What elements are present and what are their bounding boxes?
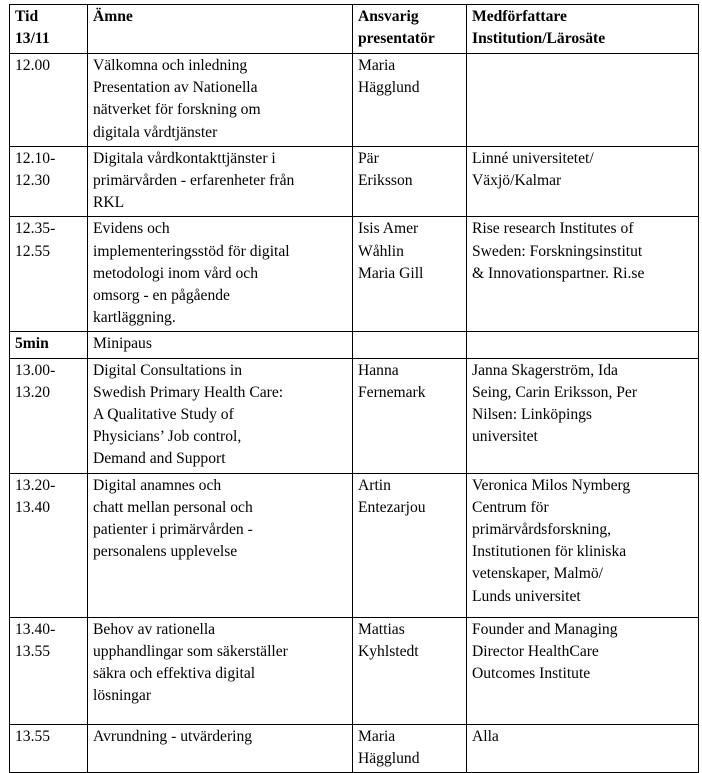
header-row (10, 5, 699, 54)
cell-line: Entezarjou (358, 498, 426, 516)
cell-line: Hägglund (358, 749, 420, 767)
cell-line: Linné universitetet/ (472, 149, 594, 167)
cell-line: A Qualitative Study of (93, 406, 234, 424)
table-row (10, 332, 699, 358)
cell-line: 12.35- (15, 220, 56, 238)
topic-cell (88, 54, 353, 147)
time-cell (10, 617, 88, 724)
cell-line: patienter i primärvården - (93, 521, 253, 539)
cell-line: Centrum för (472, 498, 549, 516)
cell-line: 13.55 (15, 642, 51, 660)
presenter-cell (353, 332, 467, 358)
coauthors-cell (467, 146, 699, 217)
cell-line: Maria Gill (358, 264, 424, 282)
time-cell (10, 54, 88, 147)
cell-line: Maria (358, 727, 396, 745)
cell-line: Swedish Primary Health Care: (93, 383, 284, 401)
presenter-cell (353, 358, 467, 473)
cell-line: Digital Consultations in (93, 361, 243, 379)
coauthors-cell (467, 617, 699, 724)
coauthors-cell (467, 54, 699, 147)
time-cell (10, 358, 88, 473)
header-line: 13/11 (15, 30, 50, 48)
cell-line: Wåhlin (358, 242, 404, 260)
cell-line: Founder and Managing (472, 620, 618, 638)
presenter-cell (353, 617, 467, 724)
cell-line: Pär (358, 149, 379, 167)
schedule-body (10, 54, 699, 773)
cell-line: 12.55 (15, 242, 51, 260)
cell-line: upphandlingar som säkerställer (93, 642, 288, 660)
topic-cell (88, 217, 353, 332)
cell-line: Nilsen: Linköpings (472, 406, 592, 424)
cell-line: Digitala vårdkontakttjänster i (93, 149, 276, 167)
cell-line: 13.55 (15, 727, 51, 745)
topic-cell (88, 617, 353, 724)
cell-line: Artin (358, 476, 391, 494)
cell-line: metodologi inom vård och (93, 264, 259, 282)
header-presenter (353, 5, 467, 54)
topic-cell (88, 146, 353, 217)
cell-line: personalens upplevelse (93, 543, 238, 561)
table-row (10, 617, 699, 724)
cell-line: 12.30 (15, 172, 51, 190)
table-row (10, 473, 699, 617)
presenter-cell (353, 146, 467, 217)
cell-line: 13.00- (15, 361, 56, 379)
cell-line: Välkomna och inledning (93, 57, 248, 74)
presenter-cell (353, 54, 467, 147)
cell-line: 13.20 (15, 383, 51, 401)
coauthors-cell (467, 724, 699, 772)
cell-line: 13.40- (15, 620, 56, 638)
time-cell (10, 332, 88, 358)
header-line: Medförfattare (472, 8, 567, 25)
cell-line: 13.20- (15, 476, 56, 494)
cell-line: Isis Amer (358, 220, 419, 238)
header-line: Tid (15, 8, 39, 25)
header-line: Ansvarig (358, 8, 419, 25)
presenter-cell (353, 473, 467, 617)
topic-cell (88, 358, 353, 473)
cell-line: säkra och effektiva digital (93, 665, 256, 683)
header-coauthors (467, 5, 699, 54)
cell-line: Veronica Milos Nymberg (472, 476, 631, 494)
coauthors-cell (467, 332, 699, 358)
header-line: presentatör (358, 30, 435, 48)
cell-line: Fernemark (358, 383, 426, 401)
cell-line: Alla (472, 727, 499, 745)
schedule-table (9, 4, 699, 773)
topic-cell (88, 724, 353, 772)
header-topic (88, 5, 353, 54)
cell-line: 13.40 (15, 498, 51, 516)
cell-line: Janna Skagerström, Ida (472, 361, 618, 379)
presenter-cell (353, 724, 467, 772)
time-cell (10, 146, 88, 217)
topic-cell (88, 473, 353, 617)
cell-line: Hägglund (358, 79, 420, 97)
cell-line: Physicians’ Job control, (93, 428, 242, 446)
header-time (10, 5, 88, 54)
cell-line: Evidens och (93, 220, 170, 238)
table-row (10, 217, 699, 332)
document-page (9, 4, 699, 773)
header-line: Ämne (93, 8, 133, 25)
time-cell (10, 724, 88, 772)
topic-cell (88, 332, 353, 358)
table-row (10, 146, 699, 217)
cell-line: vetenskaper, Malmö/ (472, 565, 604, 583)
cell-line: 12.00 (15, 57, 51, 74)
cell-line: primärvården - erfarenheter från (93, 172, 295, 190)
time-cell (10, 217, 88, 332)
cell-line: Kyhlstedt (358, 642, 419, 660)
cell-line: universitet (472, 428, 538, 446)
cell-line: 12.10- (15, 149, 56, 167)
cell-line: Outcomes Institute (472, 665, 591, 683)
cell-line: 5min (15, 335, 49, 353)
cell-line: Director HealthCare (472, 642, 599, 660)
presenter-cell (353, 217, 467, 332)
cell-line: primärvårdsforskning, (472, 521, 612, 539)
cell-line: kartläggning. (93, 309, 176, 327)
cell-line: Hanna (358, 361, 399, 379)
cell-line: omsorg - en pågående (93, 287, 230, 305)
cell-line: lösningar (93, 687, 152, 705)
coauthors-cell (467, 473, 699, 617)
coauthors-cell (467, 217, 699, 332)
cell-line: Sweden: Forskningsinstitut (472, 242, 643, 260)
cell-line: Digital anamnes och (93, 476, 222, 494)
cell-line: Presentation av Nationella (93, 79, 258, 97)
coauthors-cell (467, 358, 699, 473)
cell-line: Minipaus (93, 335, 152, 353)
cell-line: implementeringsstöd för digital (93, 242, 290, 260)
cell-line: & Innovationspartner. Ri.se (472, 264, 645, 282)
cell-line: Demand and Support (93, 450, 226, 468)
cell-line: Seing, Carin Eriksson, Per (472, 383, 638, 401)
cell-line: Institutionen för kliniska (472, 543, 627, 561)
cell-line: Avrundning - utvärdering (93, 727, 253, 745)
header-line: Institution/Lärosäte (472, 30, 606, 48)
table-row (10, 724, 699, 772)
cell-line: Maria (358, 57, 396, 74)
cell-line: Mattias (358, 620, 405, 638)
cell-line: Växjö/Kalmar (472, 172, 562, 190)
cell-line: nätverket för forskning om (93, 101, 261, 119)
cell-line: RKL (93, 194, 125, 212)
cell-line: chatt mellan personal och (93, 498, 253, 516)
cell-line: Behov av rationella (93, 620, 216, 638)
table-row (10, 358, 699, 473)
table-row (10, 54, 699, 147)
cell-line: Eriksson (358, 172, 413, 190)
cell-line: digitala vårdtjänster (93, 123, 218, 141)
time-cell (10, 473, 88, 617)
cell-line: Lunds universitet (472, 587, 581, 605)
cell-line: Rise research Institutes of (472, 220, 634, 238)
